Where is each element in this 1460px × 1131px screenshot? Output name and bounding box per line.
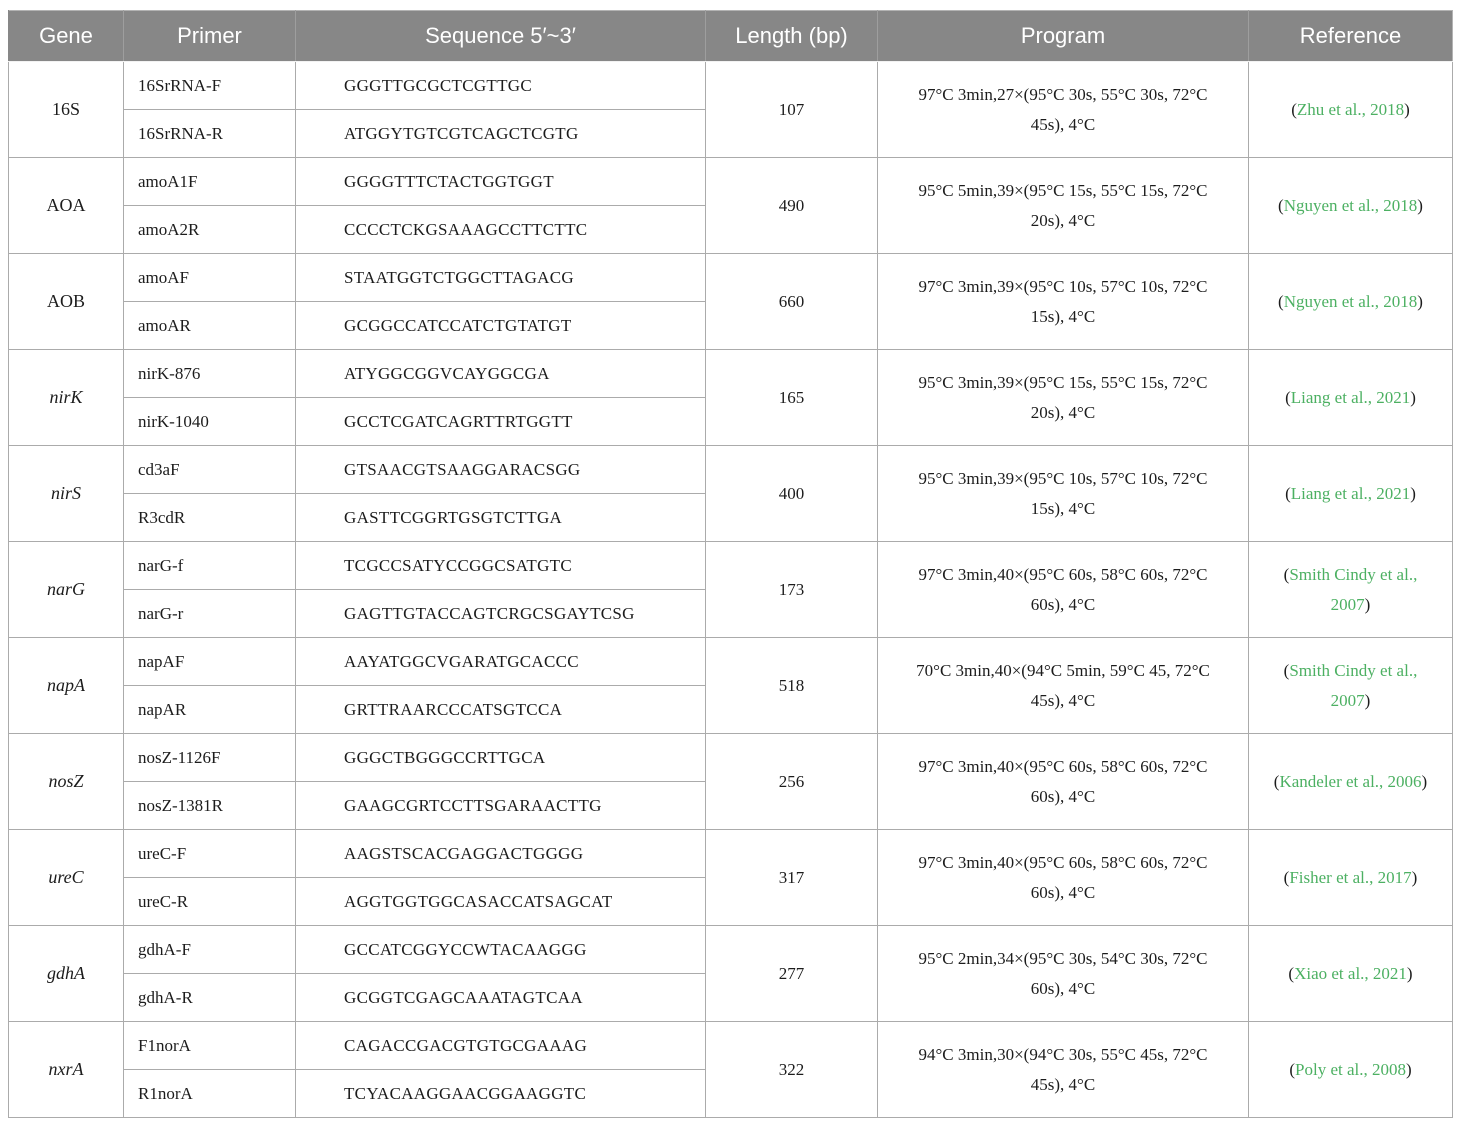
- reference-link[interactable]: Zhu et al., 2018: [1296, 99, 1405, 119]
- reference-cell: [1249, 734, 1453, 830]
- reference-cell: [1249, 158, 1453, 254]
- reference-paren-open: (: [1289, 1059, 1296, 1079]
- reference-paren-open: (: [1285, 387, 1291, 407]
- program-cell: 70°C 3min,40×(94°C 5min, 59°C 45, 72°C 45s), 4°C: [878, 638, 1249, 734]
- reference-cell: [1249, 1022, 1453, 1118]
- sequence-cell: GTSAACGTSAAGGARACSGG: [296, 446, 706, 494]
- gene-cell: nosZ: [9, 734, 124, 830]
- header-reference: Reference: [1249, 11, 1453, 62]
- table-row: [9, 542, 1453, 590]
- sequence-cell: ATYGGCGGVCAYGGCGA: [296, 350, 706, 398]
- reference-paren-close: ): [1410, 483, 1416, 503]
- reference-cell: [1249, 62, 1453, 158]
- program-cell: 95°C 3min,39×(95°C 10s, 57°C 10s, 72°C 15s), 4°C: [878, 446, 1249, 542]
- length-cell: 277: [706, 926, 878, 1022]
- program-cell: 95°C 3min,39×(95°C 15s, 55°C 15s, 72°C 20s), 4°C: [878, 350, 1249, 446]
- header-primer: Primer: [124, 11, 296, 62]
- gene-cell: nxrA: [9, 1022, 124, 1118]
- header-row: [9, 11, 1453, 62]
- sequence-cell: AGGTGGTGGCASACCATSAGCAT: [296, 878, 706, 926]
- reference-link[interactable]: Smith Cindy et al., 2007: [1289, 564, 1418, 614]
- primer-cell: ureC-F: [124, 830, 296, 878]
- reference-paren-close: ): [1364, 690, 1371, 710]
- reference-paren-close: ): [1417, 195, 1423, 215]
- table-row: [9, 926, 1453, 974]
- reference-paren-open: (: [1283, 867, 1290, 887]
- reference-cell: [1249, 926, 1453, 1022]
- table-row: [9, 638, 1453, 686]
- program-cell: 95°C 2min,34×(95°C 30s, 54°C 30s, 72°C 60s), 4°C: [878, 926, 1249, 1022]
- program-cell: 94°C 3min,30×(94°C 30s, 55°C 45s, 72°C 45s), 4°C: [878, 1022, 1249, 1118]
- reference-link[interactable]: Poly et al., 2008: [1295, 1059, 1406, 1079]
- header-sequence: Sequence 5′~3′: [296, 11, 706, 62]
- gene-cell: 16S: [9, 62, 124, 158]
- table-row: [9, 158, 1453, 206]
- table-header: [9, 11, 1453, 62]
- program-cell: 97°C 3min,39×(95°C 10s, 57°C 10s, 72°C 15s), 4°C: [878, 254, 1249, 350]
- reference-cell: [1249, 446, 1453, 542]
- primer-cell: amoAF: [124, 254, 296, 302]
- length-cell: 107: [706, 62, 878, 158]
- primer-cell: napAR: [124, 686, 296, 734]
- reference-link[interactable]: Smith Cindy et al., 2007: [1289, 660, 1418, 710]
- reference-paren-close: ): [1417, 291, 1423, 311]
- reference-cell: [1249, 350, 1453, 446]
- header-length: Length (bp): [706, 11, 878, 62]
- reference-paren-open: (: [1273, 771, 1280, 791]
- primer-cell: nosZ-1381R: [124, 782, 296, 830]
- primer-cell: nosZ-1126F: [124, 734, 296, 782]
- sequence-cell: GRTTRAARCCCATSGTCCA: [296, 686, 706, 734]
- sequence-cell: GAAGCGRTCCTTSGARAACTTG: [296, 782, 706, 830]
- length-cell: 256: [706, 734, 878, 830]
- primer-cell: R3cdR: [124, 494, 296, 542]
- reference-link[interactable]: Liang et al., 2021: [1290, 387, 1411, 407]
- program-cell: 97°C 3min,40×(95°C 60s, 58°C 60s, 72°C 60s), 4°C: [878, 542, 1249, 638]
- primer-cell: 16SrRNA-F: [124, 62, 296, 110]
- sequence-cell: AAGSTSCACGAGGACTGGGG: [296, 830, 706, 878]
- primer-cell: nirK-876: [124, 350, 296, 398]
- length-cell: 518: [706, 638, 878, 734]
- reference-paren-close: ): [1406, 963, 1413, 983]
- program-cell: 97°C 3min,40×(95°C 60s, 58°C 60s, 72°C 60s), 4°C: [878, 830, 1249, 926]
- sequence-cell: CCCCTCKGSAAAGCCTTCTTC: [296, 206, 706, 254]
- header-program: Program: [878, 11, 1249, 62]
- reference-paren-open: (: [1285, 483, 1291, 503]
- primer-cell: gdhA-F: [124, 926, 296, 974]
- reference-paren-close: ): [1410, 387, 1416, 407]
- primer-cell: R1norA: [124, 1070, 296, 1118]
- primer-cell: cd3aF: [124, 446, 296, 494]
- length-cell: 660: [706, 254, 878, 350]
- reference-paren-open: (: [1283, 660, 1290, 680]
- sequence-cell: AAYATGGCVGARATGCACCC: [296, 638, 706, 686]
- gene-cell: AOB: [9, 254, 124, 350]
- sequence-cell: GGGTTGCGCTCGTTGC: [296, 62, 706, 110]
- primer-table: [8, 10, 1453, 1118]
- sequence-cell: TCYACAAGGAACGGAAGGTC: [296, 1070, 706, 1118]
- sequence-cell: GCCTCGATCAGRTTRTGGTT: [296, 398, 706, 446]
- gene-cell: gdhA: [9, 926, 124, 1022]
- reference-cell: [1249, 254, 1453, 350]
- primer-cell: gdhA-R: [124, 974, 296, 1022]
- length-cell: 173: [706, 542, 878, 638]
- reference-paren-open: (: [1278, 195, 1284, 215]
- length-cell: 322: [706, 1022, 878, 1118]
- program-cell: 95°C 5min,39×(95°C 15s, 55°C 15s, 72°C 20s), 4°C: [878, 158, 1249, 254]
- reference-paren-open: (: [1278, 291, 1284, 311]
- reference-link[interactable]: Liang et al., 2021: [1290, 483, 1411, 503]
- table-row: [9, 446, 1453, 494]
- sequence-cell: GAGTTGTACCAGTCRGCSGAYTCSG: [296, 590, 706, 638]
- reference-link[interactable]: Kandeler et al., 2006: [1279, 771, 1422, 791]
- sequence-cell: CAGACCGACGTGTGCGAAAG: [296, 1022, 706, 1070]
- sequence-cell: GGGGTTTCTACTGGTGGT: [296, 158, 706, 206]
- gene-cell: ureC: [9, 830, 124, 926]
- gene-cell: narG: [9, 542, 124, 638]
- primer-cell: 16SrRNA-R: [124, 110, 296, 158]
- length-cell: 317: [706, 830, 878, 926]
- sequence-cell: ATGGYTGTCGTCAGCTCGTG: [296, 110, 706, 158]
- length-cell: 165: [706, 350, 878, 446]
- table-row: [9, 350, 1453, 398]
- reference-paren-close: ): [1404, 99, 1410, 119]
- reference-cell: [1249, 638, 1453, 734]
- primer-cell: F1norA: [124, 1022, 296, 1070]
- sequence-cell: GCGGTCGAGCAAATAGTCAA: [296, 974, 706, 1022]
- reference-paren-close: ): [1411, 867, 1418, 887]
- header-gene: Gene: [9, 11, 124, 62]
- gene-cell: nirK: [9, 350, 124, 446]
- sequence-cell: GASTTCGGRTGSGTCTTGA: [296, 494, 706, 542]
- primer-cell: amoA1F: [124, 158, 296, 206]
- reference-link[interactable]: Fisher et al., 2017: [1289, 867, 1412, 887]
- sequence-cell: GCGGCCATCCATCTGTATGT: [296, 302, 706, 350]
- primer-cell: napAF: [124, 638, 296, 686]
- sequence-cell: GCCATCGGYCCWTACAAGGG: [296, 926, 706, 974]
- sequence-cell: GGGCTBGGGCCRTTGCA: [296, 734, 706, 782]
- reference-cell: [1249, 830, 1453, 926]
- length-cell: 490: [706, 158, 878, 254]
- gene-cell: AOA: [9, 158, 124, 254]
- primer-cell: narG-r: [124, 590, 296, 638]
- primer-cell: amoAR: [124, 302, 296, 350]
- reference-link[interactable]: Nguyen et al., 2018: [1283, 291, 1418, 311]
- table-row: [9, 62, 1453, 110]
- reference-paren-open: (: [1283, 564, 1290, 584]
- gene-cell: nirS: [9, 446, 124, 542]
- reference-cell: [1249, 542, 1453, 638]
- table-row: [9, 254, 1453, 302]
- table-row: [9, 1022, 1453, 1070]
- sequence-cell: TCGCCSATYCCGGCSATGTC: [296, 542, 706, 590]
- primer-cell: nirK-1040: [124, 398, 296, 446]
- program-cell: 97°C 3min,27×(95°C 30s, 55°C 30s, 72°C 45s), 4°C: [878, 62, 1249, 158]
- gene-cell: napA: [9, 638, 124, 734]
- table-row: [9, 734, 1453, 782]
- reference-link[interactable]: Nguyen et al., 2018: [1283, 195, 1418, 215]
- table-row: [9, 830, 1453, 878]
- reference-paren-close: ): [1421, 771, 1428, 791]
- reference-link[interactable]: Xiao et al., 2021: [1294, 963, 1407, 983]
- sequence-cell: STAATGGTCTGGCTTAGACG: [296, 254, 706, 302]
- reference-paren-close: ): [1405, 1059, 1412, 1079]
- primer-cell: narG-f: [124, 542, 296, 590]
- reference-paren-close: ): [1364, 594, 1371, 614]
- program-cell: 97°C 3min,40×(95°C 60s, 58°C 60s, 72°C 60s), 4°C: [878, 734, 1249, 830]
- primer-cell: ureC-R: [124, 878, 296, 926]
- length-cell: 400: [706, 446, 878, 542]
- primer-cell: amoA2R: [124, 206, 296, 254]
- reference-paren-open: (: [1288, 963, 1295, 983]
- table-body: [9, 62, 1453, 1118]
- reference-paren-open: (: [1291, 99, 1297, 119]
